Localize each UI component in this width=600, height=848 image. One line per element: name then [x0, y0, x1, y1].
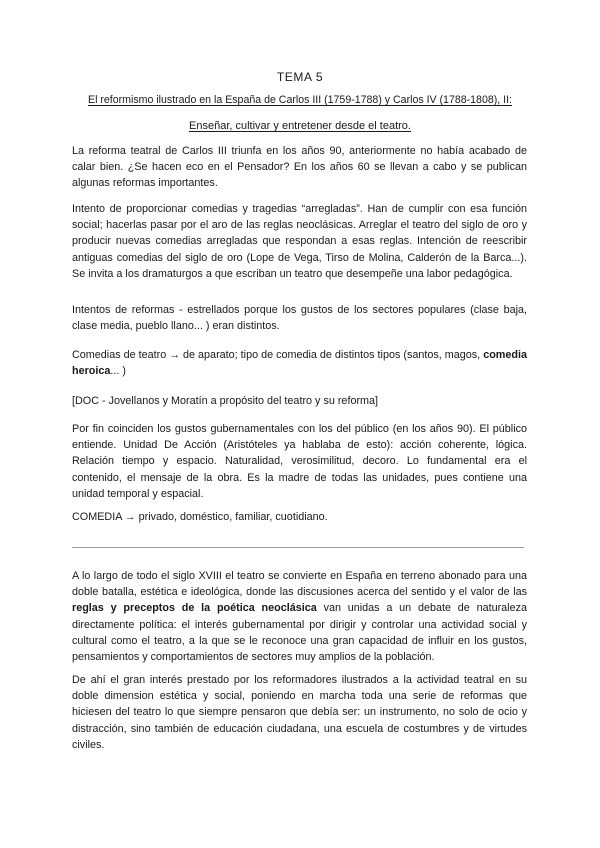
- section-divider: [72, 547, 524, 548]
- document-title: TEMA 5: [276, 70, 324, 84]
- paragraph-reforma-carlos-iii: La reforma teatral de Carlos III triunfa en los años 90, anteriormente no había acabado de calar bien. ¿Se hacen eco en el Pensador? En los años 60 se llevan a cabo y se publican algunas reformas importantes.: [72, 145, 527, 190]
- paragraph-doc-reference: [DOC - Jovellanos y Moratín a propósito del teatro y su reforma]: [72, 395, 379, 407]
- comedia-heroica-bold: comedia heroica: [72, 349, 527, 378]
- section-heading: Enseñar, cultivar y entretener desde el teatro.: [189, 120, 411, 132]
- comedias-text-after: ... ): [110, 365, 127, 378]
- paragraph-comedias-arregladas: Intento de proporcionar comedias y tragedias “arregladas”. Han de cumplir con esa función social; hacerlas pasar por el aro de las reglas neoclásicas. Arreglar el teatro del siglo de oro y producir nuevas comedias arregladas que respondan a esas reglas. Intención de reescribir antiguas comedias del siglo de oro (Lope de Vega, Tirso de Molina, Calderón de la Barca...). Se invita a los dramaturgos a que escriban un teatro que desempeñe una labor pedagógica.: [72, 203, 527, 280]
- paragraph-comedia-definition: COMEDIA → privado, doméstico, familiar, cuotidiano.: [72, 511, 328, 523]
- paragraph-siglo-xviii: [72, 568, 527, 665]
- paragraph-comedias-de-teatro: [72, 347, 527, 379]
- siglo-text-after: van unidas a un debate de naturaleza directamente política: el interés gubernamental por dirigir y controlar una actividad social y cultural como el teatro, a la que se le reconoce una gran capacidad de influir en los gustos, pensamientos y comportamientos de sectores muy amplios de la población.: [72, 602, 527, 664]
- paragraph-reformadores-ilustrados: De ahí el gran interés prestado por los reformadores ilustrados a la actividad teatral en su doble dimension estética y social, poniendo en marcha toda una serie de reformas que hiciesen del teatro lo que siempre pensaron que debía ser: un instrumento, no solo de ocio y distracción, sino también de educación ciudadana, una escuela de costumbres y de virtudes civiles.: [72, 674, 527, 751]
- paragraph-intentos-reformas: Intentos de reformas - estrellados porque los gustos de los sectores populares (clase baja, clase media, pueblo llano... ) eran distintos.: [72, 304, 527, 333]
- paragraph-gustos-publico: Por fin coinciden los gustos gubernamentales con los del público (en los años 90). El público entiende. Unidad De Acción (Aristóteles ya hablaba de esto): acción coherente, lógica. Relación tiempo y espacio. Naturalidad, verosimilitud, decoro. Lo fundamental era el contenido, el mensaje de la obra. Es la madre de todas las unidades, pues contiene una unidad temporal y espacial.: [72, 423, 527, 500]
- document-subtitle: El reformismo ilustrado en la España de Carlos III (1759-1788) y Carlos IV (1788-1808), II:: [88, 94, 512, 106]
- comedias-text-before: Comedias de teatro → de aparato; tipo de comedia de distintos tipos (santos, magos,: [72, 349, 484, 361]
- reglas-preceptos-bold: reglas y preceptos de la poética neoclásica: [72, 602, 317, 615]
- siglo-text-before: A lo largo de todo el siglo XVIII el teatro se convierte en España en terreno abonado para una doble batalla, estética e ideológica, donde las discusiones acerca del sentido y el valor de las: [72, 570, 527, 599]
